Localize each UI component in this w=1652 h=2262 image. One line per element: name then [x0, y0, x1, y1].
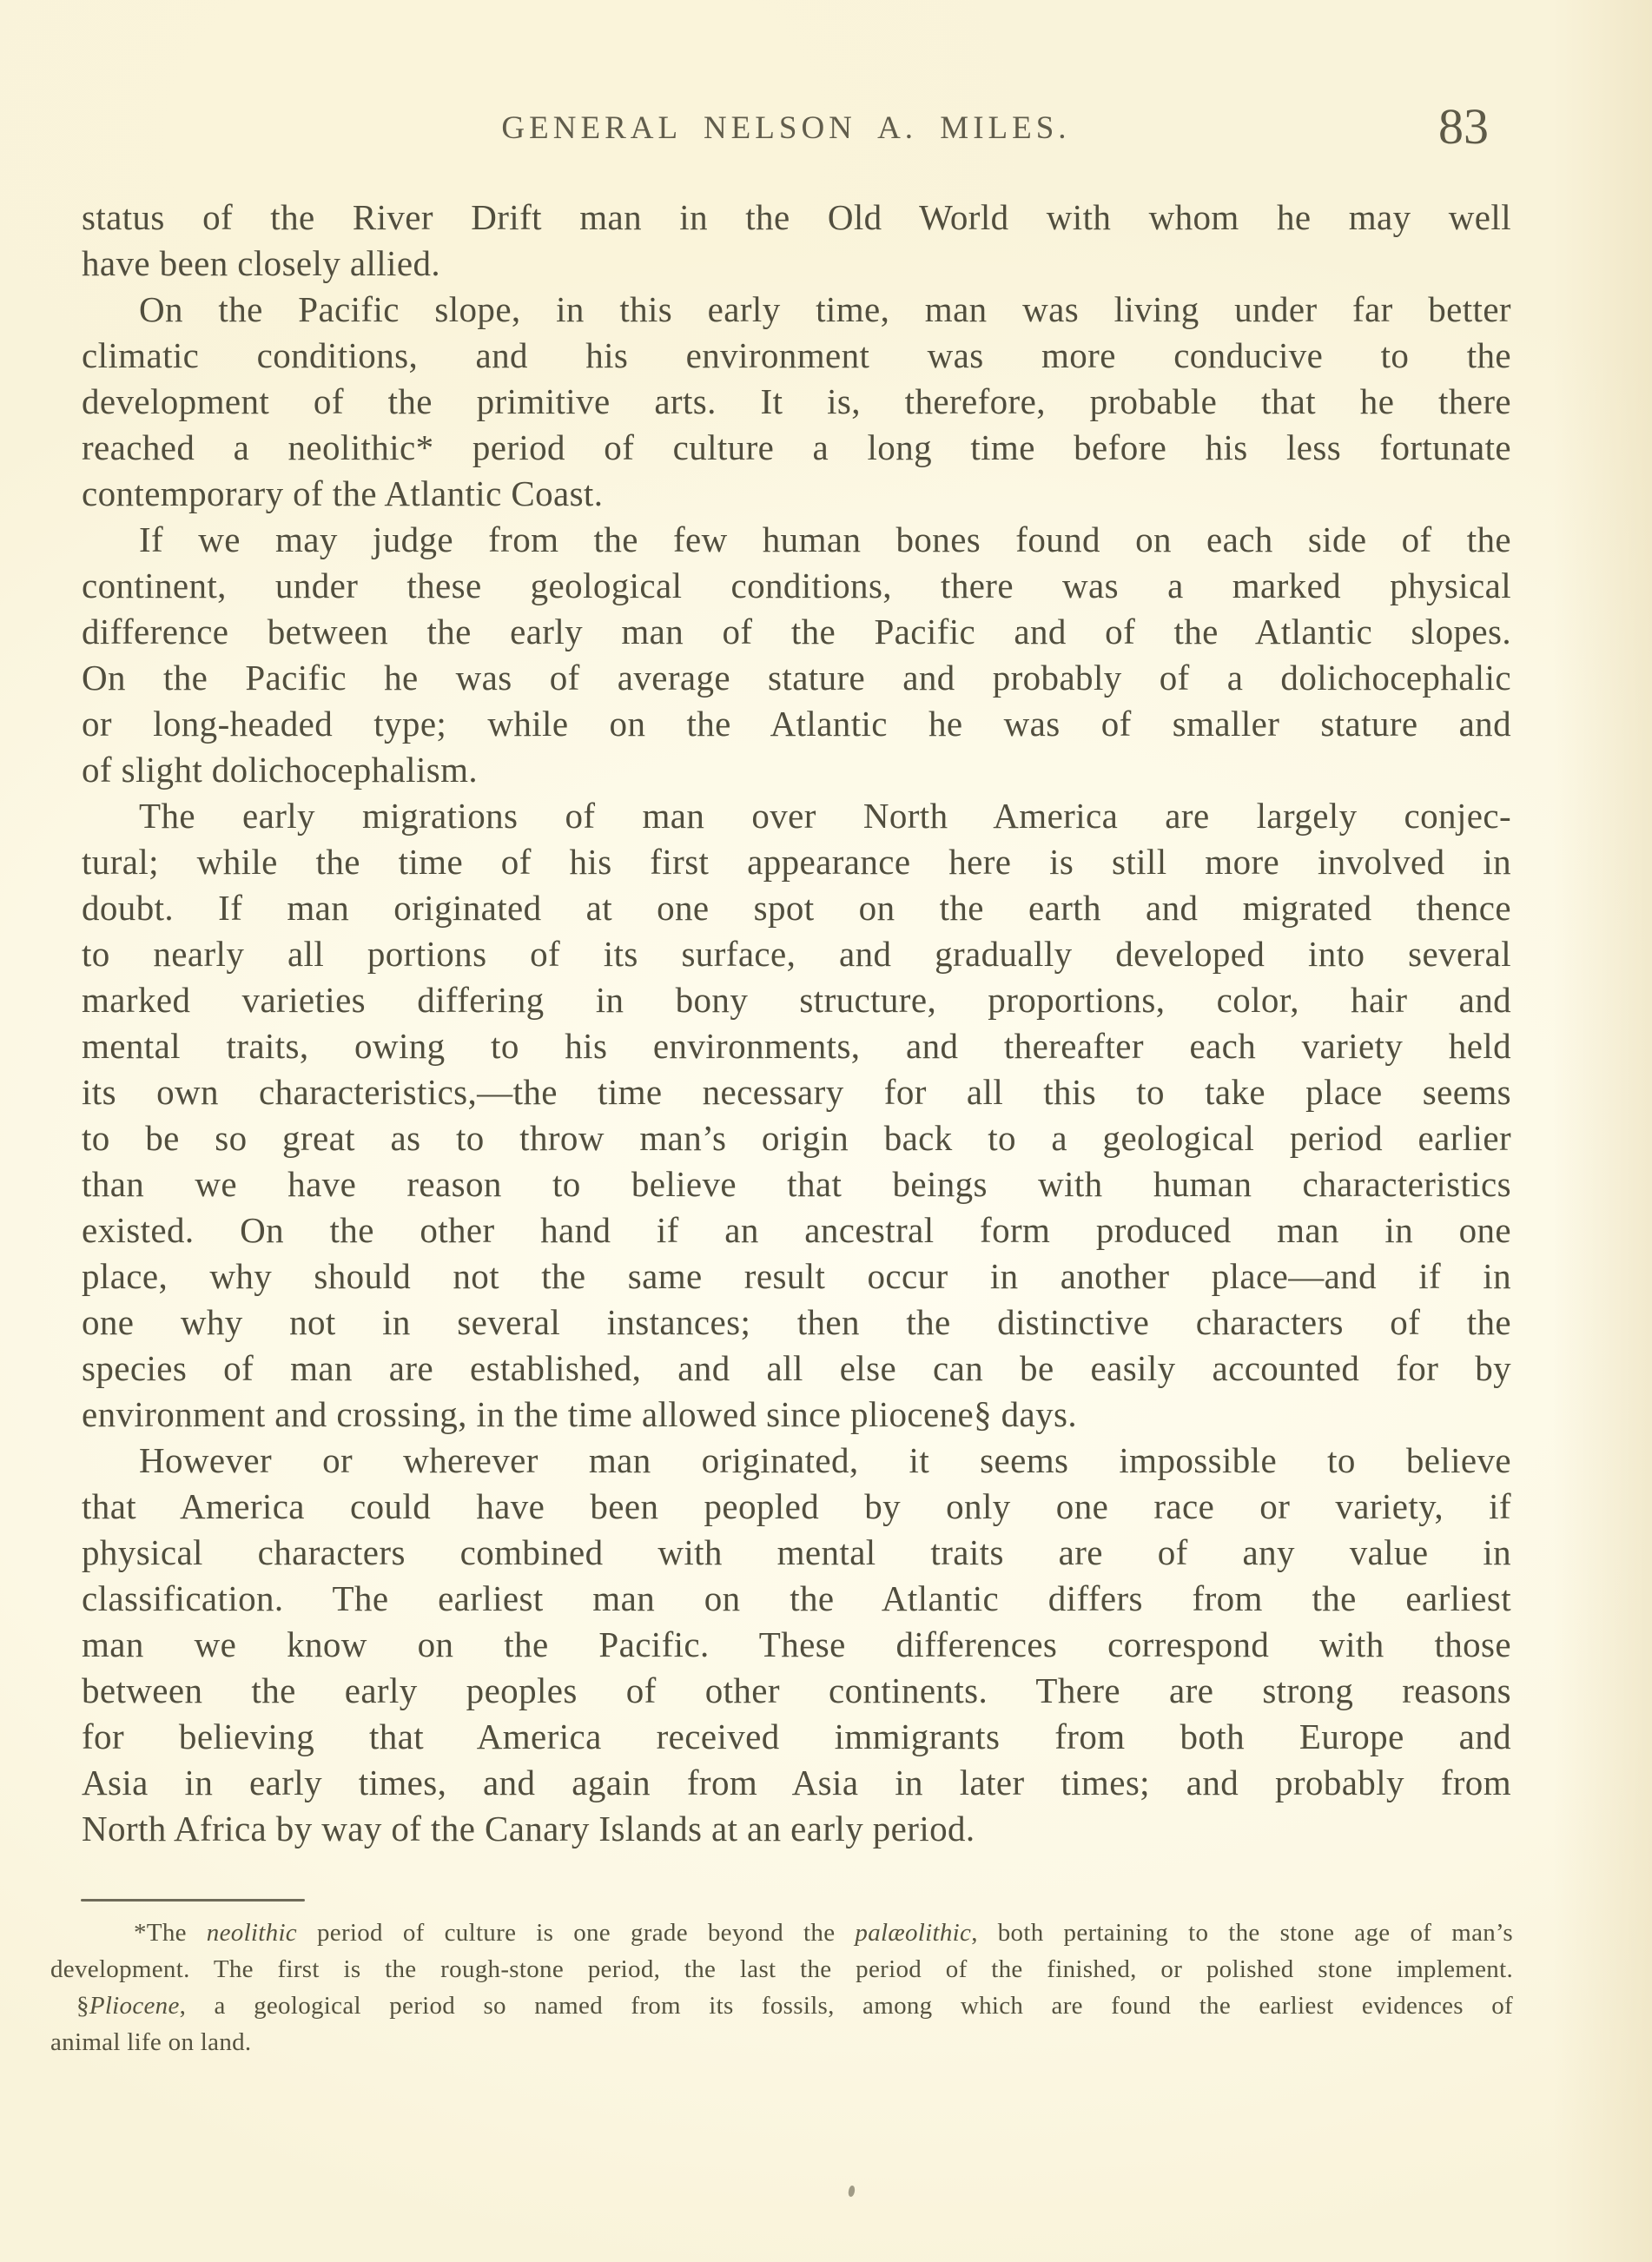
text-line: doubt. If man originated at one spot on the earth and migrated thence: [82, 888, 1511, 928]
footnote-line: [50, 1951, 1513, 1988]
text-line: continent, under these geological conditions, there was a marked physical: [82, 566, 1511, 605]
footnote-text: *The: [134, 1919, 207, 1947]
footnote-separator-rule: [81, 1899, 305, 1902]
text-line: development of the primitive arts. It is, therefore, probable that he there: [82, 381, 1511, 421]
text-line: have been closely allied.: [82, 243, 440, 283]
text-line: place, why should not the same result occur in another place—and if in: [82, 1256, 1511, 1296]
body-text: [82, 195, 1511, 1852]
text-line: man we know on the Pacific. These differences correspond with those: [82, 1624, 1511, 1664]
footnote-line: [50, 2024, 1513, 2060]
text-line: its own characteristics,—the time necessary for all this to take place seems: [82, 1072, 1511, 1112]
text-line: On the Pacific he was of average stature and probably of a dolichocephalic: [82, 658, 1511, 698]
text-line: between the early peoples of other continents. There are strong reasons: [82, 1670, 1511, 1710]
text-line: Asia in early times, and again from Asia in later times; and probably from: [82, 1763, 1511, 1802]
text-line: The early migrations of man over North America are largely conjec-: [139, 796, 1511, 836]
text-line: to be so great as to throw man’s origin back to a geological period earlier: [82, 1118, 1511, 1158]
page-number: 83: [1438, 98, 1489, 155]
text-line: one why not in several instances; then the distinctive characters of the: [82, 1302, 1511, 1342]
text-line: classification. The earliest man on the Atlantic differs from the earliest: [82, 1578, 1511, 1618]
text-line: However or wherever man originated, it seems impossible to believe: [139, 1440, 1511, 1480]
text-line: tural; while the time of his first appearance here is still more involved in: [82, 842, 1511, 882]
footnote-line: [50, 1988, 1513, 2024]
running-title: GENERAL NELSON A. MILES.: [501, 110, 1071, 146]
footnote: [50, 1915, 1513, 2060]
text-line: On the Pacific slope, in this early time, man was living under far better: [139, 289, 1511, 329]
text-line: to nearly all portions of its surface, and gradually developed into several: [82, 934, 1511, 974]
text-line: If we may judge from the few human bones found on each side of the: [139, 519, 1511, 559]
text-line: or long-headed type; while on the Atlantic he was of smaller stature and: [82, 704, 1511, 744]
text-line: North Africa by way of the Canary Islands at an early period.: [82, 1809, 975, 1849]
text-line: reached a neolithic* period of culture a long time before his less fortunate: [82, 427, 1511, 467]
text-line: marked varieties differing in bony structure, proportions, color, hair and: [82, 980, 1511, 1020]
text-line: that America could have been peopled by only one race or variety, if: [82, 1486, 1511, 1526]
footnote-text: , a geological period so named from its fossils, among which are found the earliest evidences of: [179, 1992, 1513, 2020]
footnote-text: §: [76, 1992, 89, 2020]
text-line: existed. On the other hand if an ancestral form produced man in one: [82, 1210, 1511, 1250]
text-line: status of the River Drift man in the Old World with whom he may well: [82, 197, 1511, 237]
footnote-term-italic: Pliocene: [89, 1992, 180, 2020]
text-line: climatic conditions, and his environment was more conducive to the: [82, 335, 1511, 375]
text-line: environment and crossing, in the time allowed since pliocene§ days.: [82, 1394, 1078, 1434]
text-line: for believing that America received immigrants from both Europe and: [82, 1716, 1511, 1756]
text-line: species of man are established, and all else can be easily accounted for by: [82, 1348, 1511, 1388]
footnote-text: period of culture is one grade beyond the: [296, 1919, 856, 1947]
text-line: difference between the early man of the Pacific and of the Atlantic slopes.: [82, 612, 1511, 651]
text-line: contemporary of the Atlantic Coast.: [82, 473, 604, 513]
footnote-line: [50, 1915, 1513, 1951]
text-line: physical characters combined with mental traits are of any value in: [82, 1532, 1511, 1572]
scan-speck: [848, 2185, 856, 2197]
footnote-text: animal life on land.: [50, 2028, 252, 2056]
footnote-text: , both pertaining to the stone age of man’s: [971, 1919, 1513, 1947]
text-line: than we have reason to believe that beings with human characteristics: [82, 1164, 1511, 1204]
footnote-text: development. The first is the rough-stone period, the last the period of the finished, or polished stone implement.: [50, 1955, 1513, 1983]
footnote-term-italic: palæolithic: [855, 1919, 972, 1947]
footnote-term-italic: neolithic: [206, 1919, 297, 1947]
text-line: of slight dolichocephalism.: [82, 750, 479, 790]
text-line: mental traits, owing to his environments, and thereafter each variety held: [82, 1026, 1511, 1066]
